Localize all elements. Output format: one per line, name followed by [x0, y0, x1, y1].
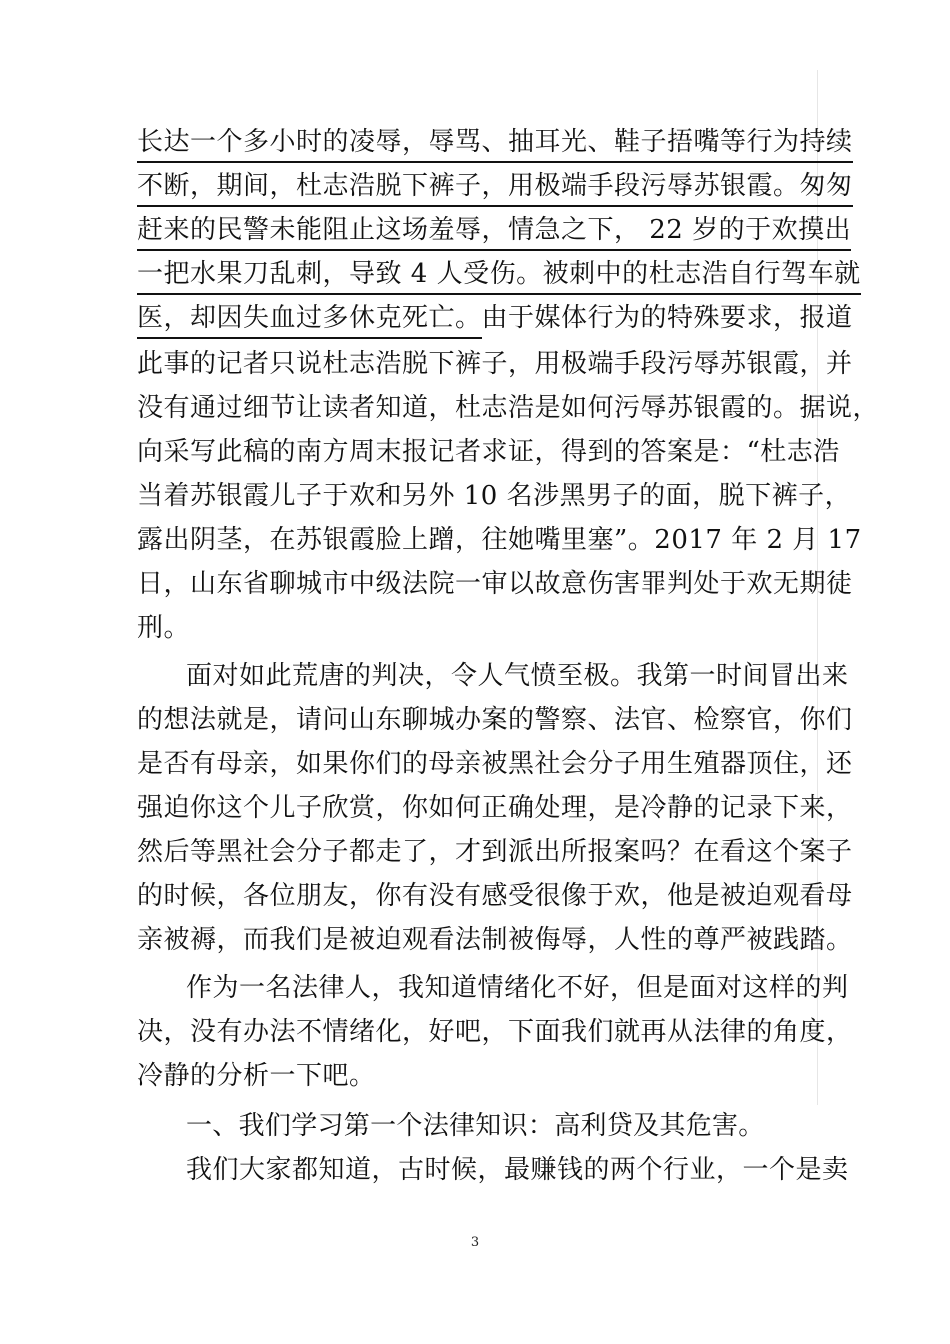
text-line: 日，山东省聊城市中级法院一审以故意伤害罪判处于欢无期徒	[137, 569, 853, 599]
page-number: 3	[470, 1235, 480, 1250]
paragraph-first-line: 我们大家都知道，古时候，最赚钱的两个行业，一个是卖	[186, 1155, 849, 1185]
text-line: 然后等黑社会分子都走了，才到派出所报案吗？在看这个案子	[137, 837, 853, 867]
text-line: 决，没有办法不情绪化，好吧，下面我们就再从法律的角度，	[137, 1017, 853, 1047]
text-line: 冷静的分析一下吧。	[137, 1061, 376, 1091]
text-line-mixed	[137, 296, 853, 340]
text-line-underlined	[137, 208, 852, 252]
text-line: 强迫你这个儿子欣赏，你如何正确处理，是冷静的记录下来，	[137, 793, 853, 823]
text-line-underlined	[137, 252, 861, 296]
section-heading: 一、我们学习第一个法律知识：高利贷及其危害。	[186, 1111, 765, 1141]
underlined-text: 一把水果刀乱刺，导致 4 人受伤。被刺中的杜志浩自行驾车就	[137, 259, 861, 295]
underlined-text: 不断，期间，杜志浩脱下裤子，用极端手段污辱苏银霞。匆匆	[137, 171, 853, 207]
paragraph-first-line: 作为一名法律人，我知道情绪化不好，但是面对这样的判	[186, 973, 849, 1003]
text-line: 没有通过细节让读者知道，杜志浩是如何污辱苏银霞的。据说，	[137, 393, 880, 423]
underlined-text: 赶来的民警未能阻止这场羞辱，情急之下， 22 岁的于欢摸出	[137, 215, 851, 251]
text-line: 露出阴茎，在苏银霞脸上蹭，往她嘴里塞”。2017 年 2 月 17	[137, 525, 862, 555]
text-line-underlined	[137, 120, 853, 164]
text-line: 是否有母亲，如果你们的母亲被黑社会分子用生殖器顶住，还	[137, 749, 853, 779]
text-line: 的时候，各位朋友，你有没有感受很像于欢，他是被迫观看母	[137, 881, 853, 911]
underlined-text: 医，却因失血过多休克死亡。	[137, 303, 482, 339]
text-line: 此事的记者只说杜志浩脱下裤子，用极端手段污辱苏银霞，并	[137, 349, 853, 379]
text-line: 刑。	[137, 613, 191, 643]
text-line: 的想法就是，请问山东聊城办案的警察、法官、检察官，你们	[137, 705, 853, 735]
text-line-underlined	[137, 164, 853, 208]
underlined-text: 长达一个多小时的凌辱，辱骂、抽耳光、鞋子捂嘴等行为持续	[137, 127, 853, 163]
plain-text: 由于媒体行为的特殊要求，报道	[481, 303, 853, 333]
text-line: 亲被褥，而我们是被迫观看法制被侮辱，人性的尊严被践踏。	[137, 925, 853, 955]
paragraph-first-line: 面对如此荒唐的判决，令人气愤至极。我第一时间冒出来	[186, 661, 849, 691]
text-line: 当着苏银霞儿子于欢和另外 10 名涉黑男子的面，脱下裤子，	[137, 481, 852, 511]
text-line: 向采写此稿的南方周末报记者求证，得到的答案是：“杜志浩	[137, 437, 840, 467]
